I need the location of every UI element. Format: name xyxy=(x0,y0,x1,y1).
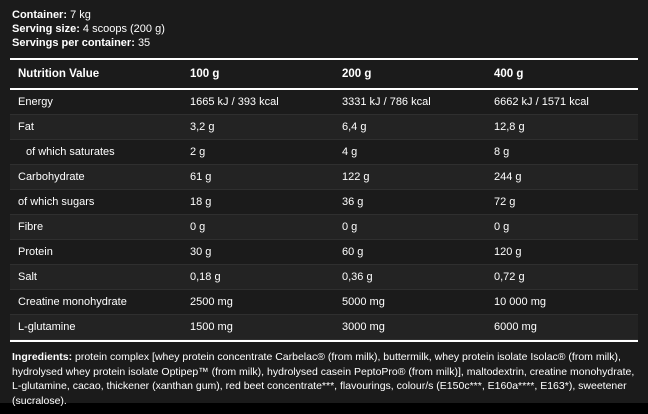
row-label: Protein xyxy=(10,240,182,265)
row-label: Carbohydrate xyxy=(10,165,182,190)
nutrition-table xyxy=(10,60,638,340)
row-value-100g: 0,18 g xyxy=(182,265,334,290)
row-value-400g: 12,8 g xyxy=(486,115,638,140)
row-label: of which sugars xyxy=(10,190,182,215)
column-header-400g: 400 g xyxy=(486,60,638,89)
ingredients-label: Ingredients: xyxy=(12,351,73,363)
table-row xyxy=(10,165,638,190)
row-value-100g: 18 g xyxy=(182,190,334,215)
row-label: of which saturates xyxy=(10,140,182,165)
row-value-200g: 5000 mg xyxy=(334,290,486,315)
serving-size-line xyxy=(12,22,636,36)
row-label: Fat xyxy=(10,115,182,140)
table-row xyxy=(10,140,638,165)
row-value-400g: 6000 mg xyxy=(486,315,638,340)
row-value-200g: 4 g xyxy=(334,140,486,165)
row-value-400g: 6662 kJ / 1571 kcal xyxy=(486,89,638,115)
row-value-200g: 122 g xyxy=(334,165,486,190)
serving-size-value: 4 scoops (200 g) xyxy=(82,23,165,35)
ingredients-text: protein complex [whey protein concentrate Carbelac® (from milk), buttermilk, whey protein isolate Isolac® (from milk), hydrolysed whey protein isolate Optipep™ (from milk), hydrolysed casein PeptoPro® (from milk)], maltodextrin, creatine monohydrate, L-glutamine, cacao, thickener (xanthan gum), red beet concentrate***, flavourings, colour/s (E150c***, E160a****, E163*), sweetener (sucralose). xyxy=(12,351,635,407)
row-value-200g: 3000 mg xyxy=(334,315,486,340)
row-value-400g: 10 000 mg xyxy=(486,290,638,315)
row-value-400g: 0,72 g xyxy=(486,265,638,290)
servings-per-container-line xyxy=(12,36,636,50)
table-row xyxy=(10,115,638,140)
table-row xyxy=(10,290,638,315)
row-value-100g: 3,2 g xyxy=(182,115,334,140)
row-value-400g: 72 g xyxy=(486,190,638,215)
column-header-100g: 100 g xyxy=(182,60,334,89)
table-row xyxy=(10,215,638,240)
table-row xyxy=(10,190,638,215)
row-value-400g: 8 g xyxy=(486,140,638,165)
row-value-100g: 2 g xyxy=(182,140,334,165)
serving-size-label: Serving size: xyxy=(12,23,80,35)
servings-label: Servings per container: xyxy=(12,37,135,49)
table-row xyxy=(10,240,638,265)
row-value-200g: 6,4 g xyxy=(334,115,486,140)
row-value-200g: 3331 kJ / 786 kcal xyxy=(334,89,486,115)
row-value-200g: 0,36 g xyxy=(334,265,486,290)
servings-value: 35 xyxy=(137,37,151,49)
table-row xyxy=(10,89,638,115)
table-header-row xyxy=(10,60,638,89)
row-value-100g: 0 g xyxy=(182,215,334,240)
column-header-name: Nutrition Value xyxy=(10,60,182,89)
row-label: Salt xyxy=(10,265,182,290)
row-value-400g: 0 g xyxy=(486,215,638,240)
row-value-400g: 244 g xyxy=(486,165,638,190)
row-value-200g: 0 g xyxy=(334,215,486,240)
row-label: Fibre xyxy=(10,215,182,240)
row-label: L-glutamine xyxy=(10,315,182,340)
row-value-100g: 1500 mg xyxy=(182,315,334,340)
row-value-200g: 60 g xyxy=(334,240,486,265)
row-label: Energy xyxy=(10,89,182,115)
container-label: Container: xyxy=(12,9,67,21)
row-value-100g: 2500 mg xyxy=(182,290,334,315)
container-line xyxy=(12,8,636,22)
row-value-400g: 120 g xyxy=(486,240,638,265)
column-header-200g: 200 g xyxy=(334,60,486,89)
table-row xyxy=(10,315,638,340)
container-value: 7 kg xyxy=(70,9,91,21)
table-row xyxy=(10,265,638,290)
row-value-100g: 30 g xyxy=(182,240,334,265)
row-value-200g: 36 g xyxy=(334,190,486,215)
row-label: Creatine monohydrate xyxy=(10,290,182,315)
row-value-100g: 1665 kJ / 393 kcal xyxy=(182,89,334,115)
row-value-100g: 61 g xyxy=(182,165,334,190)
serving-header xyxy=(0,0,648,56)
